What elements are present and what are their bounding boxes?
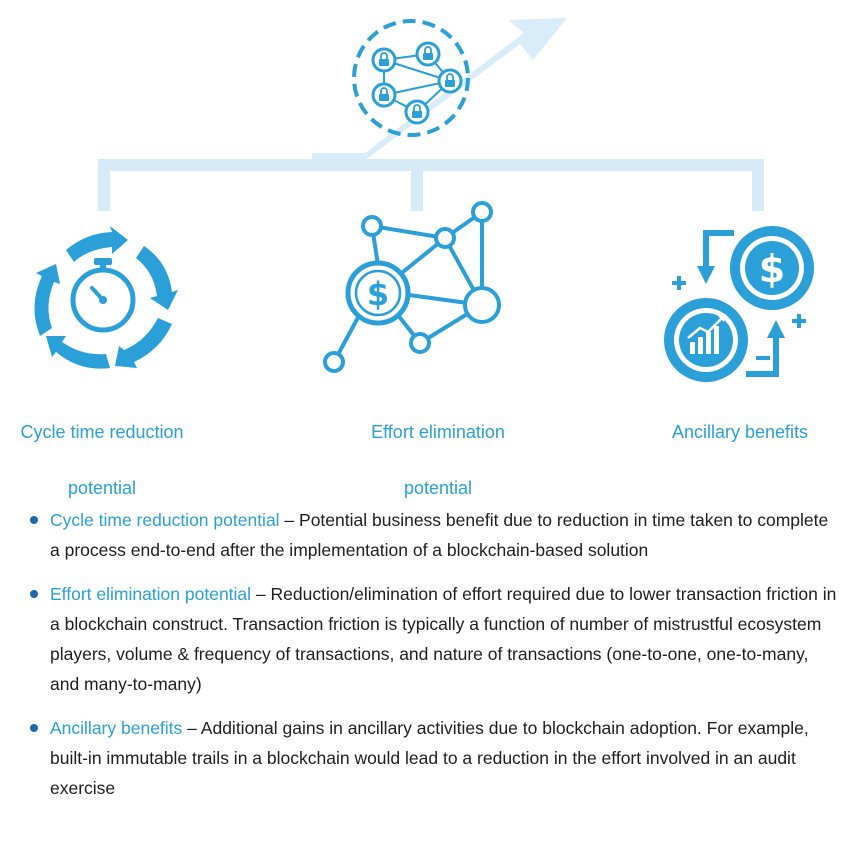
- definition-item: [28, 579, 840, 699]
- stopwatch-cycle-icon: [34, 226, 178, 369]
- dollar-network-icon: [325, 203, 499, 371]
- definition-term: Ancillary benefits: [50, 718, 183, 738]
- definitions-list: [28, 505, 840, 817]
- coins-exchange-icon: [664, 226, 814, 382]
- bullet-icon: [30, 590, 38, 598]
- category-label-line: Cycle time reduction: [20, 422, 184, 442]
- definition-term: Cycle time reduction potential: [50, 510, 280, 530]
- bullet-icon: [30, 516, 38, 524]
- bullet-icon: [30, 724, 38, 732]
- svg-text:$: $: [366, 275, 390, 313]
- definition-item: [28, 713, 840, 803]
- definition-text: – Potential business benefit due to reduction in time taken to complete a process end-to-end after the implementation of a blockchain-based solution: [50, 510, 829, 560]
- definition-item: [28, 505, 840, 565]
- category-label-line: potential: [403, 478, 473, 498]
- category-label-ancillary: [650, 390, 830, 474]
- svg-text:$: $: [758, 247, 786, 291]
- category-label-line: Ancillary benefits: [671, 422, 809, 442]
- blockchain-network-icon: [354, 21, 468, 135]
- growth-arrow-icon: [312, 18, 567, 170]
- category-label-line: potential: [67, 478, 137, 498]
- category-label-line: Effort elimination: [371, 422, 505, 442]
- definition-text: – Additional gains in ancillary activities due to blockchain adoption. For example, built-in immutable trails in a blockchain would lead to a reduction in the effort involved in an audit exercise: [50, 718, 809, 798]
- definition-text: – Reduction/elimination of effort required due to lower transaction friction in a blockchain construct. Transaction friction is typically a function of number of mistrustful ecosystem players, volume & frequency of transactions, and nature of transactions (one-to-one, one-to-many, and many-to-many): [50, 584, 837, 694]
- definition-term: Effort elimination potential: [50, 584, 252, 604]
- connector-tree: [98, 159, 764, 211]
